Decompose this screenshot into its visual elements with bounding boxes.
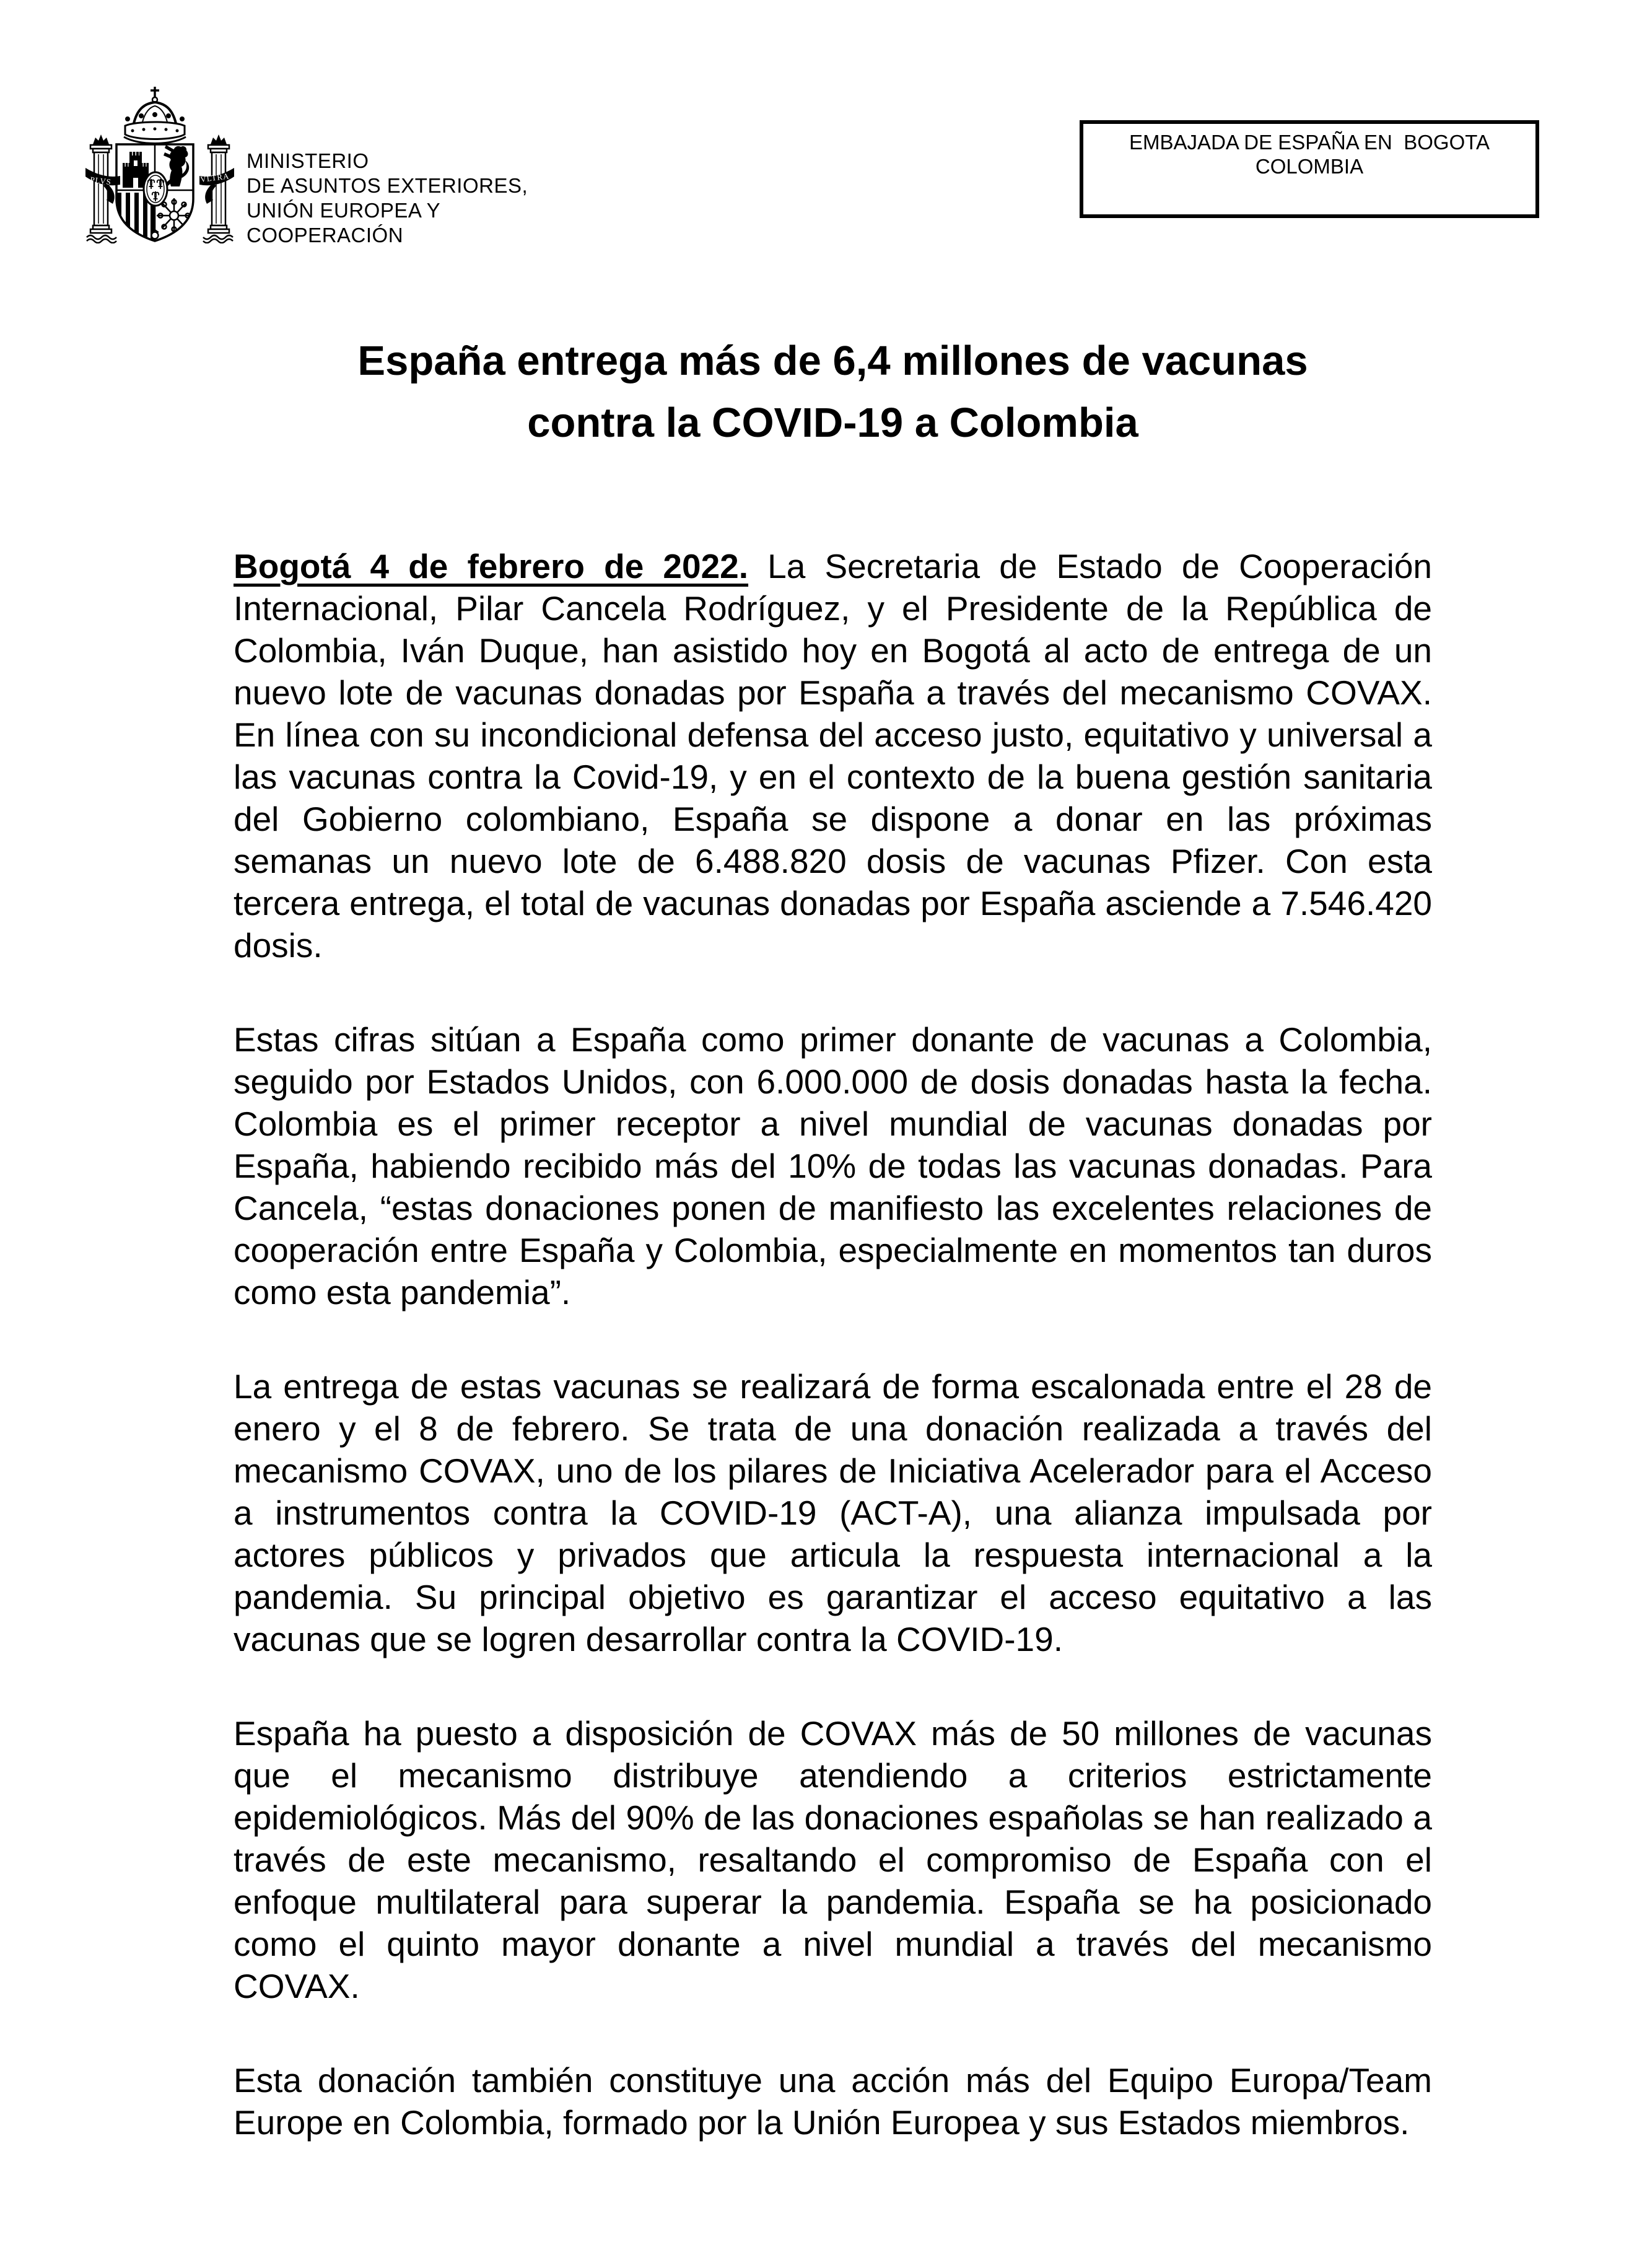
press-release-title bbox=[234, 330, 1432, 454]
paragraph bbox=[234, 545, 1432, 966]
svg-text:PLVS: PLVS bbox=[89, 175, 112, 187]
ministry-logo bbox=[85, 85, 234, 243]
paragraph: España ha puesto a disposición de COVAX más de 50 millones de vacunas que el mecanismo distribuye atendiendo a criterios estrictamente epidemiológicos. Más del 90% de las donaciones españolas se han realizado a través de este mecanismo, resaltando el compromiso de España con el enfoque multilateral para superar la pandemia. España se ha posicionado como el quinto mayor donante a nivel mundial a través del mecanismo COVAX. bbox=[234, 1714, 1432, 2005]
title-line: contra la COVID-19 a Colombia bbox=[527, 400, 1138, 446]
ministry-name-line: MINISTERIO bbox=[247, 149, 369, 172]
ministry-name bbox=[247, 149, 528, 248]
embassy-box bbox=[1080, 120, 1539, 218]
ministry-name-line: DE ASUNTOS EXTERIORES, bbox=[247, 174, 528, 197]
spain-coat-of-arms-icon bbox=[85, 85, 234, 243]
press-release-body bbox=[234, 545, 1432, 2196]
svg-text:VLTRA: VLTRA bbox=[199, 171, 230, 184]
embassy-box-line: EMBAJADA DE ESPAÑA EN BOGOTA bbox=[1129, 131, 1490, 154]
dateline: Bogotá 4 de febrero de 2022. bbox=[234, 547, 749, 585]
ministry-name-line: COOPERACIÓN bbox=[247, 224, 404, 247]
embassy-box-line: COLOMBIA bbox=[1255, 155, 1364, 178]
ministry-name-line: UNIÓN EUROPEA Y bbox=[247, 199, 441, 222]
paragraph-text: La Secretaria de Estado de Cooperación Internacional, Pilar Cancela Rodríguez, y el Presidente de la República de Colombia, Iván Duque, han asistido hoy en Bogotá al acto de entrega de un nuevo lote de vacunas donadas por España a través del mecanismo COVAX. En línea con su incondicional defensa del acceso justo, equitativo y universal a las vacunas contra la Covid-19, y en el contexto de la buena gestión sanitaria del Gobierno colombiano, España se dispone a donar en las próximas semanas un nuevo lote de 6.488.820 dosis de vacunas Pfizer. Con esta tercera entrega, el total de vacunas donadas por España asciende a 7.546.420 dosis. bbox=[234, 547, 1432, 965]
paragraph: Estas cifras sitúan a España como primer donante de vacunas a Colombia, seguido por Estados Unidos, con 6.000.000 de dosis donadas hasta la fecha. Colombia es el primer receptor a nivel mundial de vacunas donadas por España, habiendo recibido más del 10% de todas las vacunas donadas. Para Cancela, “estas donaciones ponen de manifiesto las excelentes relaciones de cooperación entre España y Colombia, especialmente en momentos tan duros como esta pandemia”. bbox=[234, 1020, 1432, 1311]
paragraph: La entrega de estas vacunas se realizará de forma escalonada entre el 28 de enero y el 8 de febrero. Se trata de una donación realizada a través del mecanismo COVAX, uno de los pilares de Iniciativa Acelerador para el Acceso a instrumentos contra la COVID-19 (ACT-A), una alianza impulsada por actores públicos y privados que articula la respuesta internacional a la pandemia. Su principal objetivo es garantizar el acceso equitativo a las vacunas que se logren desarrollar contra la COVID-19. bbox=[234, 1367, 1432, 1658]
paragraph: Esta donación también constituye una acción más del Equipo Europa/Team Europe en Colombia, formado por la Unión Europea y sus Estados miembros. bbox=[234, 2061, 1432, 2142]
title-line: España entrega más de 6,4 millones de vacunas bbox=[357, 338, 1308, 384]
